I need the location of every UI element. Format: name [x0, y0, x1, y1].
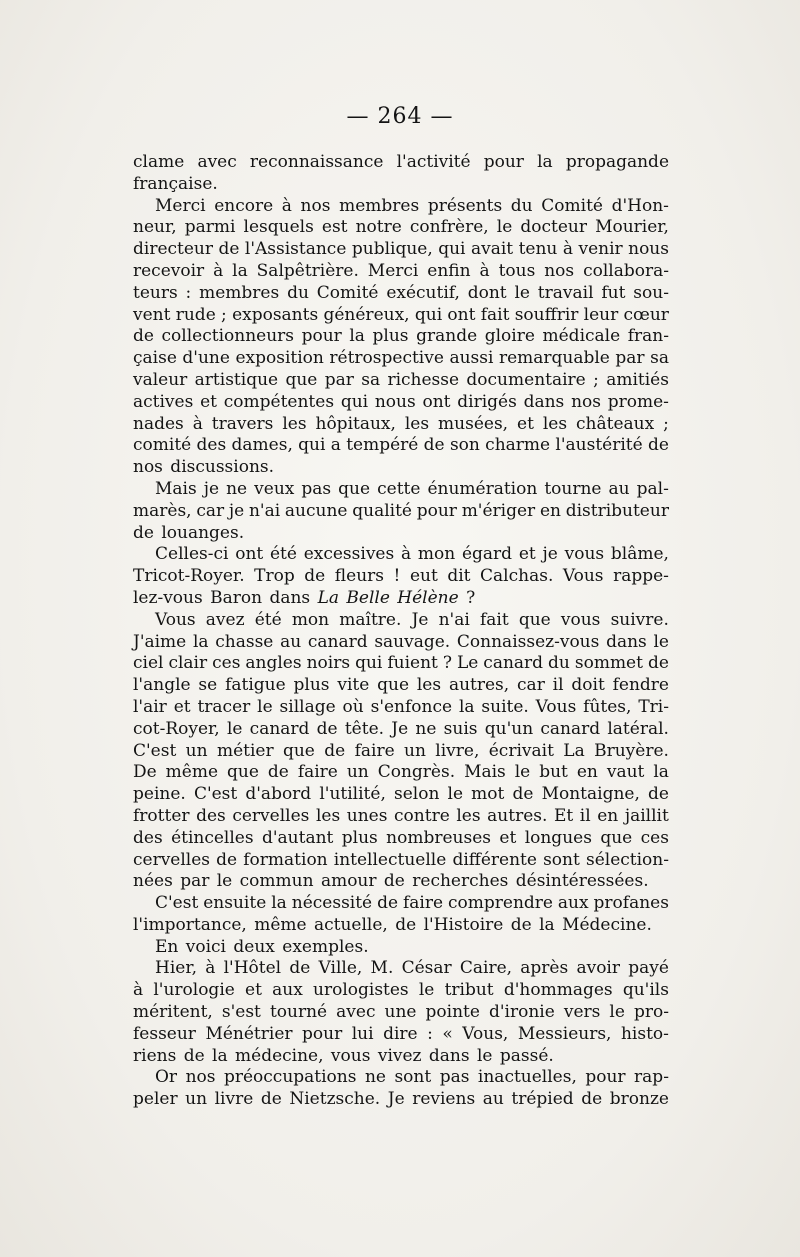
text-line: cot-Royer, le canard de tête. Je ne suis qu'un canard latéral.: [133, 718, 669, 739]
text-line: fesseur Ménétrier pour lui dire : « Vous, Messieurs, histo-: [133, 1023, 669, 1044]
text-line: clame avec reconnaissance l'activité pour la propagande: [133, 152, 669, 172]
text-line: C'est un métier que de faire un livre, écrivait La Bruyère.: [133, 740, 669, 761]
text-line: à l'urologie et aux urologistes le tribut d'hommages qu'ils: [133, 980, 669, 1001]
text-line: valeur artistique que par sa richesse documentaire ; amitiés: [133, 369, 669, 390]
text-line: cervelles de formation intellectuelle différente sont sélection-: [133, 849, 669, 870]
text-line: nées par le commun amour de recherches désintéressées.: [133, 871, 649, 892]
text-line: Or nos préoccupations ne sont pas inactuelles, pour rap-: [155, 1067, 669, 1088]
text-line: Tricot-Royer. Trop de fleurs ! eut dit Calchas. Vous rappe-: [133, 566, 669, 587]
text-line: En voici deux exemples.: [155, 936, 369, 957]
text-line: De même que de faire un Congrès. Mais le but en vaut la: [133, 762, 669, 783]
text-line: J'aime la chasse au canard sauvage. Connaissez-vous dans le: [133, 631, 669, 652]
text-line: C'est ensuite la nécessité de faire comprendre aux profanes: [155, 893, 669, 914]
text-line: Celles-ci ont été excessives à mon égard et je vous blâme,: [155, 544, 669, 565]
text-line: peler un livre de Nietzsche. Je reviens au trépied de bronze: [133, 1089, 669, 1110]
text-line: française.: [133, 173, 218, 194]
page-number: — 264 —: [346, 104, 454, 129]
text-line: Vous avez été mon maître. Je n'ai fait que vous suivre.: [155, 609, 669, 630]
text-line: nades à travers les hôpitaux, les musées, et les châteaux ;: [133, 413, 669, 434]
body-text: [133, 152, 669, 1111]
text-line: l'angle se fatigue plus vite que les autres, car il doit fendre: [133, 675, 669, 696]
text-line: de louanges.: [133, 522, 245, 543]
text-line: Merci encore à nos membres présents du Comité d'Hon-: [155, 195, 669, 216]
text-line: neur, parmi lesquels est notre confrère, le docteur Mourier,: [133, 217, 669, 238]
text-line: de collectionneurs pour la plus grande gloire médicale fran-: [133, 326, 669, 347]
text-line: peine. C'est d'abord l'utilité, selon le mot de Montaigne, de: [133, 784, 669, 805]
text-line: riens de la médecine, vous vivez dans le passé.: [133, 1045, 554, 1066]
text-line: des étincelles d'autant plus nombreuses et longues que ces: [133, 827, 669, 848]
text-line: l'importance, même actuelle, de l'Histoire de la Médecine.: [133, 914, 652, 935]
text-line: ciel clair ces angles noirs qui fuient ? Le canard du sommet de: [133, 653, 669, 674]
text-line: lez-vous Baron dans La Belle Hélène ?: [133, 587, 476, 608]
text-line: çaise d'une exposition rétrospective aussi remarquable par sa: [133, 348, 669, 369]
text-line: marès, car je n'ai aucune qualité pour m'ériger en distributeur: [133, 500, 669, 521]
text-line: directeur de l'Assistance publique, qui avait tenu à venir nous: [133, 239, 669, 260]
text-line: Hier, à l'Hôtel de Ville, M. César Caire, après avoir payé: [155, 958, 669, 979]
text-line: nos discussions.: [133, 457, 275, 478]
text-line: Mais je ne veux pas que cette énumération tourne au pal-: [155, 478, 669, 499]
text-line: recevoir à la Salpêtrière. Merci enfin à tous nos collabora-: [133, 260, 669, 281]
text-line: frotter des cervelles les unes contre les autres. Et il en jaillit: [133, 805, 669, 826]
text-line: vent rude ; exposants généreux, qui ont fait souffrir leur cœur: [133, 304, 669, 325]
text-line: actives et compétentes qui nous ont dirigés dans nos prome-: [133, 391, 669, 412]
text-line: comité des dames, qui a tempéré de son charme l'austérité de: [133, 435, 669, 456]
text-line: teurs : membres du Comité exécutif, dont le travail fut sou-: [133, 282, 669, 303]
text-line: l'air et tracer le sillage où s'enfonce la suite. Vous fûtes, Tri-: [133, 696, 669, 717]
text-line: méritent, s'est tourné avec une pointe d'ironie vers le pro-: [133, 1002, 669, 1023]
